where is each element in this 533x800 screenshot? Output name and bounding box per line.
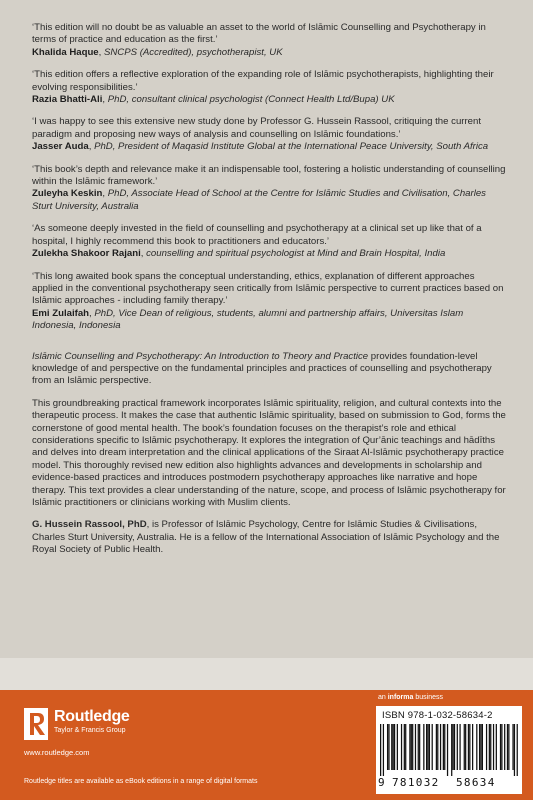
barcode-bar — [436, 724, 437, 770]
barcode-bar — [437, 724, 438, 770]
barcode-bar — [391, 724, 392, 770]
barcode-digits-right: 58634 — [456, 776, 496, 789]
book-description — [32, 351, 506, 388]
barcode-bar — [517, 724, 518, 776]
barcode-bar — [397, 724, 398, 770]
endorsement — [32, 223, 506, 260]
barcode-bar — [419, 724, 420, 770]
endorsement-attribution — [32, 188, 506, 213]
barcode-bar — [496, 724, 497, 770]
author-name: G. Hussein Rassool, PhD — [32, 519, 147, 531]
barcode-bar — [465, 724, 466, 770]
barcode-bar — [388, 724, 389, 770]
ebook-footnote: Routledge titles are available as eBook editions in a range of digital formats — [24, 778, 258, 785]
informa-prefix: an — [378, 694, 388, 701]
barcode-bar — [409, 724, 410, 770]
routledge-r-icon — [24, 708, 50, 740]
separator: , — [98, 46, 104, 58]
endorser-title: counselling and spiritual psychologist at Mind and Brain Hospital, India — [146, 248, 446, 260]
barcode-bar — [486, 724, 487, 770]
barcode-digits — [378, 776, 520, 789]
barcode-bar — [468, 724, 469, 770]
endorsement-attribution — [32, 308, 506, 333]
barcode-bar — [412, 724, 413, 770]
footer-band — [0, 690, 533, 800]
barcode-bar — [394, 724, 395, 770]
isbn-number: ISBN 978-1-032-58634-2 — [382, 710, 493, 721]
barcode-bar — [507, 724, 508, 770]
back-cover-text — [32, 22, 506, 557]
barcode-bar — [476, 724, 477, 770]
separator: , — [89, 307, 95, 319]
endorser-title: PhD, Vice Dean of religious, students, alumni and partnership affairs, Universitas Islam Indonesia, Indonesia — [32, 307, 464, 332]
barcode-digit-lead: 9 — [378, 776, 385, 789]
publisher-website[interactable]: www.routledge.com — [24, 748, 90, 757]
barcode-bar — [432, 724, 433, 770]
barcode-bar — [480, 724, 481, 770]
barcode-graphic — [380, 724, 518, 776]
barcode-bar — [415, 724, 416, 770]
barcode-bar — [464, 724, 465, 770]
endorser-name: Zulekha Shakoor Rajani — [32, 248, 141, 260]
endorsement — [32, 22, 506, 59]
barcode-bar — [404, 724, 405, 770]
barcode-bar — [454, 724, 455, 770]
barcode-bar — [387, 724, 388, 770]
endorser-title: PhD, consultant clinical psychologist (Connect Health Ltd/Bupa) UK — [107, 94, 395, 106]
informa-suffix: business — [413, 694, 443, 701]
endorser-title: PhD, President of Maqasid Institute Global at the International Peace University, South Africa — [94, 141, 489, 153]
barcode-bar — [451, 724, 452, 776]
barcode-bar — [383, 724, 384, 776]
barcode-bar — [447, 724, 448, 776]
barcode-bar — [459, 724, 460, 770]
endorsement-attribution — [32, 94, 506, 106]
barcode-box — [376, 706, 522, 794]
publisher-block — [54, 708, 130, 734]
endorsement-quote: ‘This book’s depth and relevance make it an indispensable tool, fostering a holistic understanding of counselling within the Islāmic framework.’ — [32, 163, 506, 188]
endorsement-attribution — [32, 248, 506, 260]
barcode-bar — [472, 724, 473, 770]
separator: , — [140, 248, 147, 260]
endorsement — [32, 271, 506, 333]
endorser-name: Razia Bhatti-Ali — [32, 94, 103, 106]
barcode-bar — [490, 724, 491, 770]
endorser-name: Jasser Auda — [32, 141, 89, 153]
barcode-bar — [482, 724, 483, 770]
barcode-bar — [489, 724, 490, 770]
barcode-bar — [418, 724, 419, 770]
barcode-bar — [443, 724, 444, 770]
barcode-bar — [500, 724, 501, 770]
barcode-bar — [444, 724, 445, 770]
barcode-bar — [380, 724, 381, 776]
barcode-bar — [501, 724, 502, 770]
endorsement-quote: ‘As someone deeply invested in the field of counselling and psychotherapy at a clinical set up like that of a hospital, I highly recommend this book to practitioners and educators.’ — [32, 223, 482, 247]
barcode-bar — [426, 724, 427, 770]
barcode-digits-left: 781032 — [392, 776, 440, 789]
light-band — [0, 658, 533, 690]
endorser-title: PhD, Associate Head of School at the Centre for Islāmic Studies and Civilisation, Charles Sturt University, Australia — [32, 188, 486, 212]
book-title: Islāmic Counselling and Psychotherapy: An Introduction to Theory and Practice — [32, 350, 369, 362]
informa-tagline — [378, 694, 443, 701]
barcode-bar — [401, 724, 402, 770]
endorser-name: Khalida Haque — [32, 46, 99, 58]
barcode-bar — [423, 724, 424, 770]
endorsement-quote: ‘This long awaited book spans the conceptual understanding, ethics, explanation of different approaches applied in the conventional psychotherapy seen critically from Islāmic perspective to current practices based on Islāmic approaches - including family therapy.’ — [32, 270, 504, 307]
barcode-bar — [440, 724, 441, 770]
endorsement — [32, 164, 506, 214]
endorsement — [32, 69, 506, 106]
barcode-bar — [405, 724, 406, 770]
barcode-bar — [411, 724, 412, 770]
barcode-bar — [452, 724, 453, 770]
endorsement-attribution — [32, 141, 506, 153]
endorsement-quote: ‘This edition will no doubt be as valuable an asset to the world of Islāmic Counselling and Psychotherapy in terms of practice and education as the first.’ — [32, 22, 486, 46]
body-paragraph: This groundbreaking practical framework incorporates Islāmic spirituality, religion, and cultural contexts into the therapeutic process. It makes the case that authentic Islāmic spirituality, based on submission to God, forms the cornerstone of good mental health. The book’s foundation focuses on the therapist’s role and ethical considerations specific to Islāmic psychotherapy. It explores the integration of Qur’ānic teachings and hādīths and delves into dream interpretation and the clinical applications of the Siraat Al-Islāmic psychotherapy practice model. This thoroughly revised new edition also highlights advances and developments in scholarship and evidence-based practices and introduces postmodern psychotherapy approaches like narrative and hope therapy. This text provides a clear understanding of the nature, scope, and process of Islāmic psychotherapy for Islāmic practitioners or clinicians working with Muslim clients. — [32, 397, 506, 508]
separator: , — [102, 188, 108, 200]
barcode-bar — [457, 724, 458, 770]
barcode-bar — [508, 724, 509, 770]
endorsement-quote: ‘I was happy to see this extensive new study done by Professor G. Hussein Rassool, critiquing the current paradigm and proposing new ways of analysis and counselling on Islāmic foundations.’ — [32, 116, 481, 140]
endorsement-quote: ‘This edition offers a reflective exploration of the expanding role of Islāmic psychotherapists, highlighting their evolving responsibilities.’ — [32, 69, 494, 93]
barcode-bar — [393, 724, 394, 770]
author-bio — [32, 519, 506, 556]
barcode-bar — [512, 724, 513, 770]
separator: , — [88, 141, 95, 153]
separator: , — [102, 94, 108, 106]
description-text: provides foundation-level knowledge of and perspective on the fundamental principles and practices of counselling and psychotherapy from an Islāmic perspective. — [32, 350, 492, 387]
barcode-bar — [514, 724, 515, 776]
barcode-bar — [469, 724, 470, 770]
endorsement — [32, 116, 506, 153]
publisher-sub: Taylor & Francis Group — [54, 727, 126, 734]
author-bio-text: , is Professor of Islāmic Psychology, Centre for Islāmic Studies & Civilisations, Charles Sturt University, Australia. He is a fellow of the International Association of Islāmic Psychology and the Royal Society of Public Health. — [32, 519, 500, 556]
barcode-bar — [479, 724, 480, 770]
publisher-name: Routledge — [54, 708, 130, 725]
barcode-bar — [493, 724, 494, 770]
endorser-name: Emi Zulaifah — [32, 307, 90, 319]
barcode-bar — [429, 724, 430, 770]
barcode-bar — [504, 724, 505, 770]
endorsements-list — [32, 22, 506, 333]
endorsement-attribution — [32, 47, 506, 59]
barcode-bar — [427, 724, 428, 770]
endorser-title: SNCPS (Accredited), psychotherapist, UK — [103, 46, 283, 58]
endorser-name: Zuleyha Keskin — [32, 188, 103, 200]
informa-brand: informa — [387, 694, 414, 701]
